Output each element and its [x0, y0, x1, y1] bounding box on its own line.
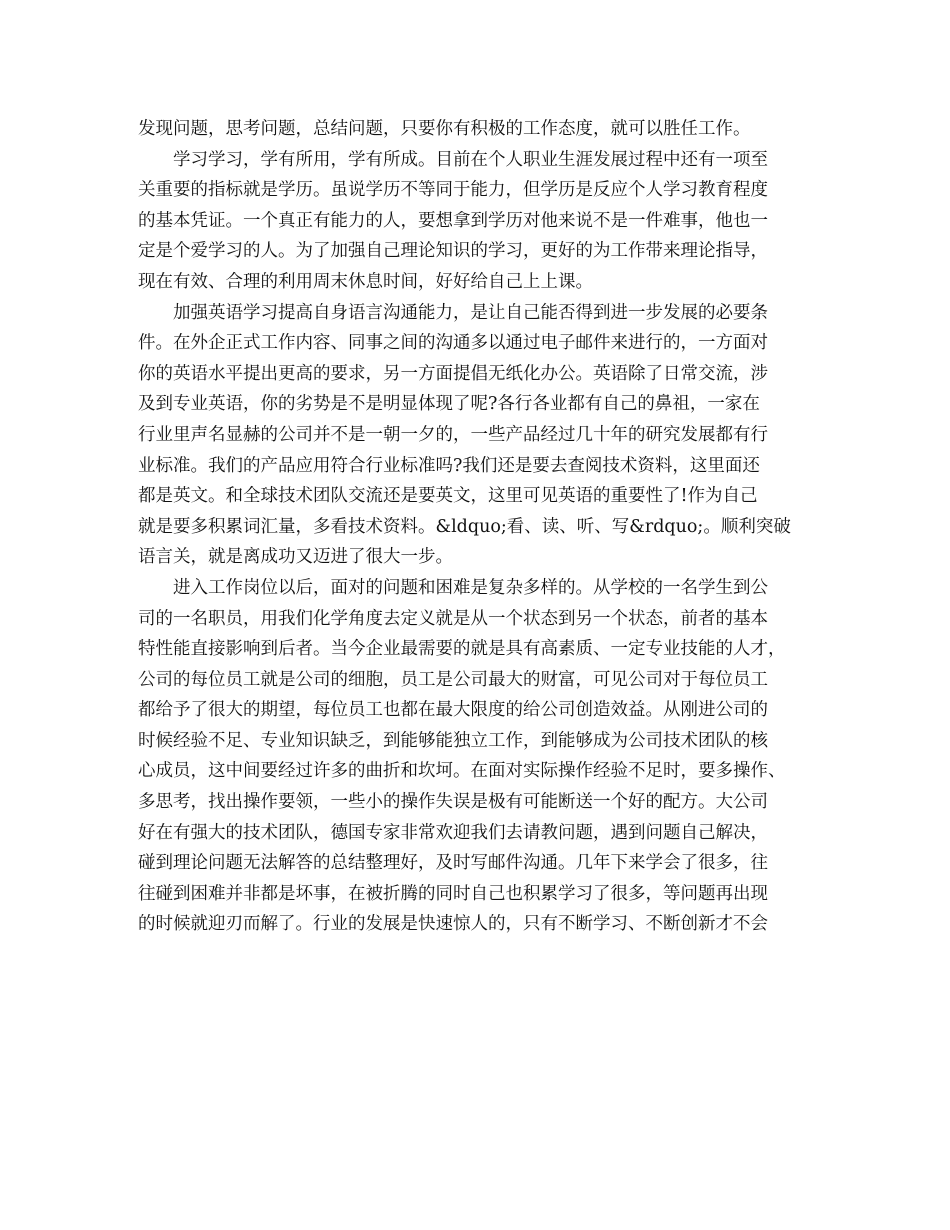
text-line: 你的英语水平提出更高的要求，另一方面提倡无纸化办公。英语除了日常交流，涉 [138, 363, 768, 384]
text-line: 的基本凭证。一个真正有能力的人，要想拿到学历对他来说不是一件难事，他也一 [138, 210, 768, 231]
paragraph-start-line: 加强英语学习提高自身语言沟通能力，是让自己能否得到进一步发展的必要条 [173, 302, 768, 323]
text-line: 时候经验不足、专业知识缺乏，到能够能独立工作，到能够成为公司技术团队的核 [138, 730, 768, 751]
text-line: 行业里声名显赫的公司并不是一朝一夕的，一些产品经过几十年的研究发展都有行 [138, 424, 768, 445]
text-line: 碰到理论问题无法解答的总结整理好，及时写邮件沟通。几年下来学会了很多，往 [138, 853, 768, 874]
text-line: 都是英文。和全球技术团队交流还是要英文，这里可见英语的重要性了!作为自己 [138, 486, 758, 507]
text-line: 件。在外企正式工作内容、同事之间的沟通多以通过电子邮件来进行的，一方面对 [138, 333, 768, 354]
text-line: 多思考，找出操作要领，一些小的操作失误是极有可能断送一个好的配方。大公司 [138, 792, 768, 813]
text-line: 往碰到困难并非都是坏事，在被折腾的同时自己也积累学习了很多，等问题再出现 [138, 883, 768, 904]
text-line: 关重要的指标就是学历。虽说学历不等同于能力，但学历是反应个人学习教育程度 [138, 180, 768, 201]
text-line: 特性能直接影响到后者。当今企业最需要的就是具有高素质、一定专业技能的人才， [138, 639, 786, 660]
text-line: 及到专业英语，你的劣势是不是明显体现了呢?各行各业都有自己的鼻祖，一家在 [138, 394, 760, 415]
text-line: 发现问题，思考问题，总结问题，只要你有积极的工作态度，就可以胜任工作。 [138, 119, 751, 139]
text-line: 公司的每位员工就是公司的细胞，员工是公司最大的财富，可见公司对于每位员工 [138, 669, 768, 690]
text-line: 都给予了很大的期望，每位员工也都在最大限度的给公司创造效益。从刚进公司的 [138, 700, 768, 721]
paragraph-start-line: 学习学习，学有所用，学有所成。目前在个人职业生涯发展过程中还有一项至 [173, 149, 768, 170]
text-line: 语言关，就是离成功又迈进了很大一步。 [138, 547, 453, 568]
body-text [138, 114, 828, 940]
paragraph-start-line: 进入工作岗位以后，面对的问题和困难是复杂多样的。从学校的一名学生到公 [173, 577, 768, 598]
text-line: 现在有效、合理的利用周末休息时间，好好给自己上上课。 [138, 271, 593, 292]
text-line: 的时候就迎刃而解了。行业的发展是快速惊人的，只有不断学习、不断创新才不会 [138, 914, 768, 935]
text-line: 司的一名职员，用我们化学角度去定义就是从一个状态到另一个状态，前者的基本 [138, 608, 768, 629]
text-line: 就是要多积累词汇量，多看技术资料。&ldquo;看、读、听、写&rdquo;。顺利突破 [138, 516, 791, 537]
text-line: 好在有强大的技术团队，德国专家非常欢迎我们去请教问题，遇到问题自己解决， [138, 822, 768, 843]
text-line: 定是个爱学习的人。为了加强自己理论知识的学习，更好的为工作带来理论指导， [138, 241, 768, 262]
text-line: 业标准。我们的产品应用符合行业标准吗?我们还是要去查阅技术资料，这里面还 [138, 455, 760, 476]
text-line: 心成员，这中间要经过许多的曲折和坎坷。在面对实际操作经验不足时，要多操作、 [138, 761, 786, 782]
